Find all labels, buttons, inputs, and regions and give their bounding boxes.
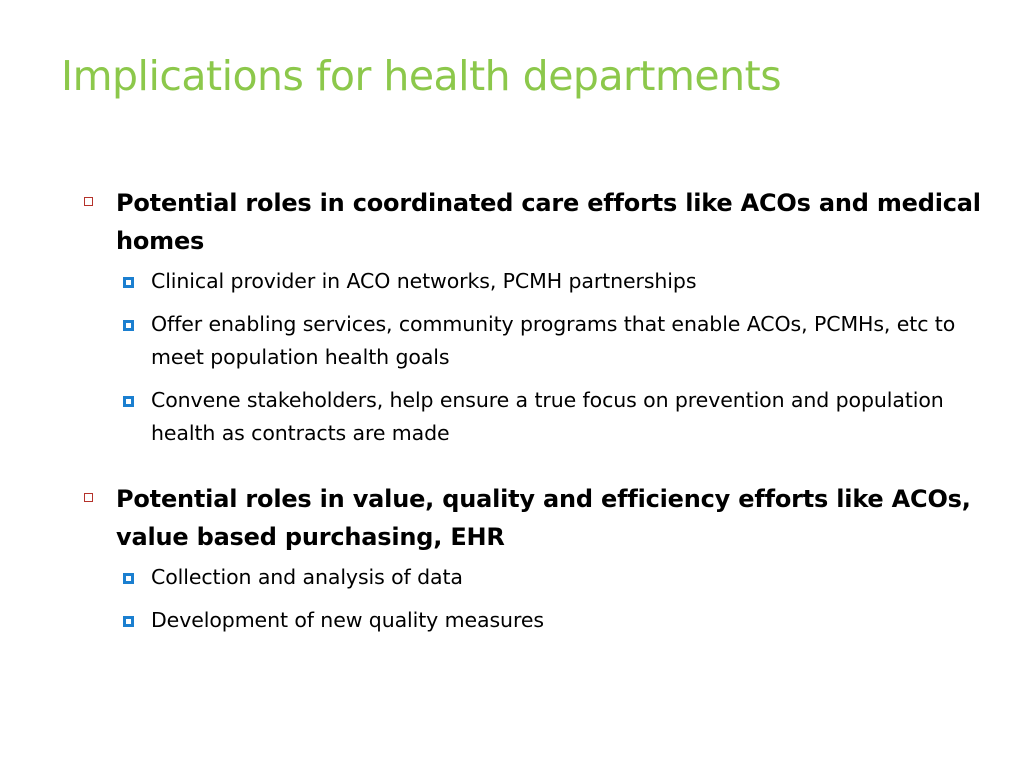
hollow-square-bullet-icon — [84, 197, 93, 206]
bullet-level2-text: Convene stakeholders, help ensure a true focus on prevention and population health as contracts are made — [151, 388, 944, 445]
bullet-level2 — [84, 265, 984, 298]
bullet-level2 — [84, 384, 984, 450]
bullet-level1 — [84, 184, 984, 260]
bullet-level1-text: Potential roles in value, quality and efficiency efforts like ACOs, value based purchasing, EHR — [116, 485, 971, 551]
bullet-level2 — [84, 561, 984, 594]
slide-title: Implications for health departments — [61, 52, 782, 100]
bullet-level2 — [84, 308, 984, 374]
bullet-level2-text: Collection and analysis of data — [151, 565, 463, 589]
bullet-level2-text: Offer enabling services, community programs that enable ACOs, PCMHs, etc to meet population health goals — [151, 312, 956, 369]
hollow-square-bullet-icon — [84, 493, 93, 502]
square-bullet-icon — [123, 396, 134, 407]
slide-content — [84, 184, 984, 637]
square-bullet-icon — [123, 616, 134, 627]
bullet-level2-text: Clinical provider in ACO networks, PCMH partnerships — [151, 269, 697, 293]
square-bullet-icon — [123, 277, 134, 288]
square-bullet-icon — [123, 320, 134, 331]
square-bullet-icon — [123, 573, 134, 584]
bullet-level2-text: Development of new quality measures — [151, 608, 544, 632]
bullet-level1-text: Potential roles in coordinated care efforts like ACOs and medical homes — [116, 189, 981, 255]
bullet-level1 — [84, 480, 984, 556]
bullet-level2 — [84, 604, 984, 637]
